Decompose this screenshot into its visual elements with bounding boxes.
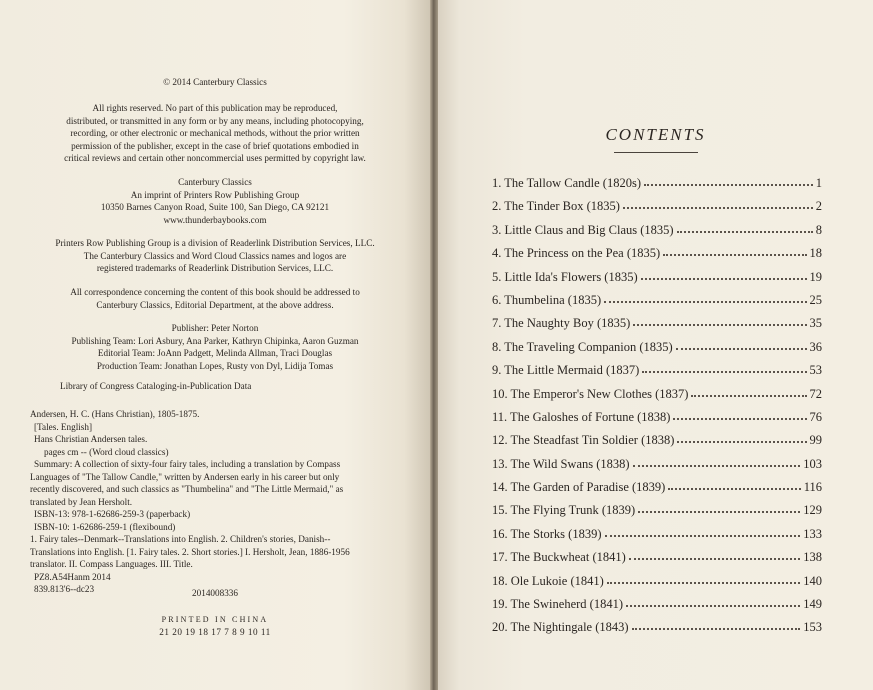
cip-summary-line: recently discovered, and such classics as "Thumbelina" and "The Little Mermaid," as	[30, 484, 344, 494]
toc-entry-page: 36	[809, 339, 822, 354]
distribution-line: registered trademarks of Readerlink Distribution Services, LLC.	[96, 263, 334, 273]
imprint-website: www.thunderbaybooks.com	[163, 214, 267, 225]
toc-entry-page: 2	[815, 199, 822, 214]
cip-call-number: PZ8.A54Hanm 2014	[34, 571, 111, 582]
toc-entry	[492, 246, 822, 269]
cip-title: Hans Christian Andersen tales.	[34, 434, 148, 444]
cip-subject-line: Translations into English. [1. Fairy tales. 2. Short stories.] I. Hersholt, Jean, 1886-1956	[30, 546, 350, 557]
toc-entry-title: 12. The Steadfast Tin Soldier (1838)	[492, 433, 675, 448]
toc-entry-title: 14. The Garden of Paradise (1839)	[492, 480, 666, 495]
toc-entry-page: 129	[803, 503, 822, 518]
toc-entry-page: 140	[803, 573, 822, 588]
toc-entry-title: 16. The Storks (1839)	[492, 526, 602, 541]
toc-entry-page: 99	[809, 433, 822, 448]
rights-statement	[0, 102, 430, 165]
toc-leader-dots	[668, 480, 800, 490]
toc-entry-title: 17. The Buckwheat (1841)	[492, 550, 626, 565]
distribution-notice	[0, 237, 430, 275]
toc-entry	[492, 527, 822, 550]
publishing-team	[0, 322, 430, 372]
cip-summary-line: translated by Jean Hersholt.	[30, 496, 133, 507]
print-line: 21 20 19 18 17 7 8 9 10 11	[159, 627, 271, 637]
team-line: Editorial Team: JoAnn Padgett, Melinda Allman, Traci Douglas	[97, 348, 333, 358]
toc-entry-title: 4. The Princess on the Pea (1835)	[492, 246, 661, 261]
cip-data-block	[30, 408, 400, 596]
toc-entry-title: 13. The Wild Swans (1838)	[492, 456, 630, 471]
toc-entry-page: 103	[803, 456, 822, 471]
toc-leader-dots	[676, 340, 807, 350]
toc-leader-dots	[691, 387, 806, 397]
cip-dewey: 839.813'6--dc23	[34, 584, 95, 594]
toc-entry-title: 5. Little Ida's Flowers (1835)	[492, 269, 638, 284]
toc-leader-dots	[638, 503, 800, 513]
distribution-line: The Canterbury Classics and Word Cloud Classics names and logos are	[83, 250, 347, 261]
toc-entry-title: 10. The Emperor's New Clothes (1837)	[492, 386, 689, 401]
toc-entry-title: 19. The Swineherd (1841)	[492, 597, 623, 612]
correspondence-line: All correspondence concerning the content of this book should be addressed to	[70, 287, 360, 297]
toc-entry-title: 18. Ole Lukoie (1841)	[492, 573, 604, 588]
rights-line: recording, or other electronic or mechanical methods, without the prior written	[70, 128, 360, 138]
toc-entry	[492, 316, 822, 339]
correspondence-notice	[0, 286, 430, 311]
toc-entry	[492, 597, 822, 620]
toc-leader-dots	[633, 316, 806, 326]
rights-line: permission of the publisher, except in the case of brief quotations embodied in	[71, 140, 359, 151]
toc-leader-dots	[641, 270, 807, 280]
rights-line: distributed, or transmitted in any form or by any means, including photocopying,	[66, 115, 364, 126]
toc-leader-dots	[642, 363, 806, 373]
toc-entry-title: 20. The Nightingale (1843)	[492, 620, 629, 635]
toc-entry	[492, 410, 822, 433]
contents-page	[438, 0, 873, 690]
cip-summary-line: Summary: A collection of sixty-four fairy tales, including a translation by Compass	[34, 459, 341, 469]
toc-entry	[492, 340, 822, 363]
toc-entry-title: 8. The Traveling Companion (1835)	[492, 339, 673, 354]
toc-leader-dots	[677, 223, 813, 233]
cip-author: Andersen, H. C. (Hans Christian), 1805-1875.	[30, 409, 200, 419]
toc-leader-dots	[629, 550, 800, 560]
toc-leader-dots	[633, 457, 801, 467]
cip-subject-line: 1. Fairy tales--Denmark--Translations into English. 2. Children's stories, Danish--	[30, 534, 331, 544]
team-line: Production Team: Jonathan Lopes, Rusty von Dyl, Lidija Tomas	[96, 360, 334, 371]
toc-entry	[492, 176, 822, 199]
rights-line: critical reviews and certain other noncommercial uses permitted by copyright law.	[64, 153, 366, 163]
toc-entry-page: 18	[809, 246, 822, 261]
toc-entry-page: 25	[809, 292, 822, 307]
heading-rule	[614, 152, 698, 153]
imprint-line: 10350 Barnes Canyon Road, Suite 100, San Diego, CA 92121	[100, 202, 330, 212]
cip-isbn10: ISBN-10: 1-62686-259-1 (flexibound)	[34, 521, 176, 532]
toc-leader-dots	[604, 293, 806, 303]
team-line: Publishing Team: Lori Asbury, Ana Parker, Kathryn Chipinka, Aaron Guzman	[71, 335, 359, 346]
toc-entry	[492, 574, 822, 597]
toc-entry-page: 35	[809, 316, 822, 331]
toc-entry-page: 133	[803, 526, 822, 541]
imprint-line: Canterbury Classics	[178, 177, 252, 187]
toc-entry-page: 19	[809, 269, 822, 284]
team-line: Publisher: Peter Norton	[171, 323, 259, 333]
cip-uniform-title: [Tales. English]	[34, 421, 93, 432]
loc-heading: Library of Congress Cataloging-in-Publication Data	[60, 381, 252, 391]
toc-entry-page: 1	[815, 176, 822, 190]
toc-entry	[492, 457, 822, 480]
book-gutter	[430, 0, 438, 690]
toc-leader-dots	[605, 527, 801, 537]
copyright-page	[0, 0, 430, 690]
toc-leader-dots	[623, 199, 813, 209]
toc-entry-title: 2. The Tinder Box (1835)	[492, 199, 620, 214]
toc-entry	[492, 270, 822, 293]
lccn-number: 2014008336	[192, 588, 238, 598]
toc-leader-dots	[673, 410, 806, 420]
toc-entry-title: 7. The Naughty Boy (1835)	[492, 316, 631, 331]
publisher-imprint	[0, 176, 430, 226]
printed-in-china: PRINTED IN CHINA	[161, 615, 269, 624]
toc-entry-title: 15. The Flying Trunk (1839)	[492, 503, 636, 518]
toc-entry	[492, 293, 822, 316]
cip-isbn13: ISBN-13: 978-1-62686-259-3 (paperback)	[34, 509, 191, 519]
toc-entry	[492, 199, 822, 222]
toc-entry	[492, 503, 822, 526]
toc-entry-page: 116	[803, 480, 822, 495]
toc-entry-title: 9. The Little Mermaid (1837)	[492, 363, 640, 378]
cip-subject-line: translator. II. Compass Languages. III. Title.	[30, 559, 193, 569]
toc-entry-title: 1. The Tallow Candle (1820s)	[492, 176, 641, 190]
toc-entry-title: 3. Little Claus and Big Claus (1835)	[492, 222, 674, 237]
toc-entry	[492, 223, 822, 246]
toc-entry-page: 8	[815, 222, 822, 237]
toc-entry	[492, 620, 822, 643]
toc-entry-page: 53	[809, 363, 822, 378]
toc-entry	[492, 363, 822, 386]
correspondence-line: Canterbury Classics, Editorial Department, at the above address.	[96, 299, 334, 310]
toc-leader-dots	[632, 620, 801, 630]
toc-entry-title: 11. The Galoshes of Fortune (1838)	[492, 409, 671, 424]
imprint-line: An imprint of Printers Row Publishing Group	[130, 189, 300, 200]
toc-entry-page: 72	[809, 386, 822, 401]
toc-entry	[492, 433, 822, 456]
toc-entry-page: 138	[803, 550, 822, 565]
toc-entry-page: 153	[803, 620, 822, 635]
cip-summary-line: Languages of "The Tallow Candle," written by Andersen early in his career but only	[30, 471, 340, 482]
toc-entry	[492, 550, 822, 573]
cip-pages: pages cm -- (Word cloud classics)	[44, 446, 169, 457]
toc-entry-page: 149	[803, 597, 822, 612]
toc-entry-title: 6. Thumbelina (1835)	[492, 292, 602, 307]
toc-leader-dots	[644, 176, 813, 186]
table-of-contents	[492, 176, 822, 644]
rights-line: All rights reserved. No part of this publication may be reproduced,	[92, 103, 338, 113]
toc-leader-dots	[626, 597, 800, 607]
copyright-notice: © 2014 Canterbury Classics	[163, 77, 267, 87]
toc-entry	[492, 480, 822, 503]
toc-entry	[492, 387, 822, 410]
toc-entry-page: 76	[809, 409, 822, 424]
toc-leader-dots	[607, 574, 800, 584]
toc-leader-dots	[663, 246, 806, 256]
contents-heading: CONTENTS	[605, 125, 706, 144]
distribution-line: Printers Row Publishing Group is a division of Readerlink Distribution Services, LLC.	[55, 238, 375, 248]
toc-leader-dots	[677, 433, 806, 443]
